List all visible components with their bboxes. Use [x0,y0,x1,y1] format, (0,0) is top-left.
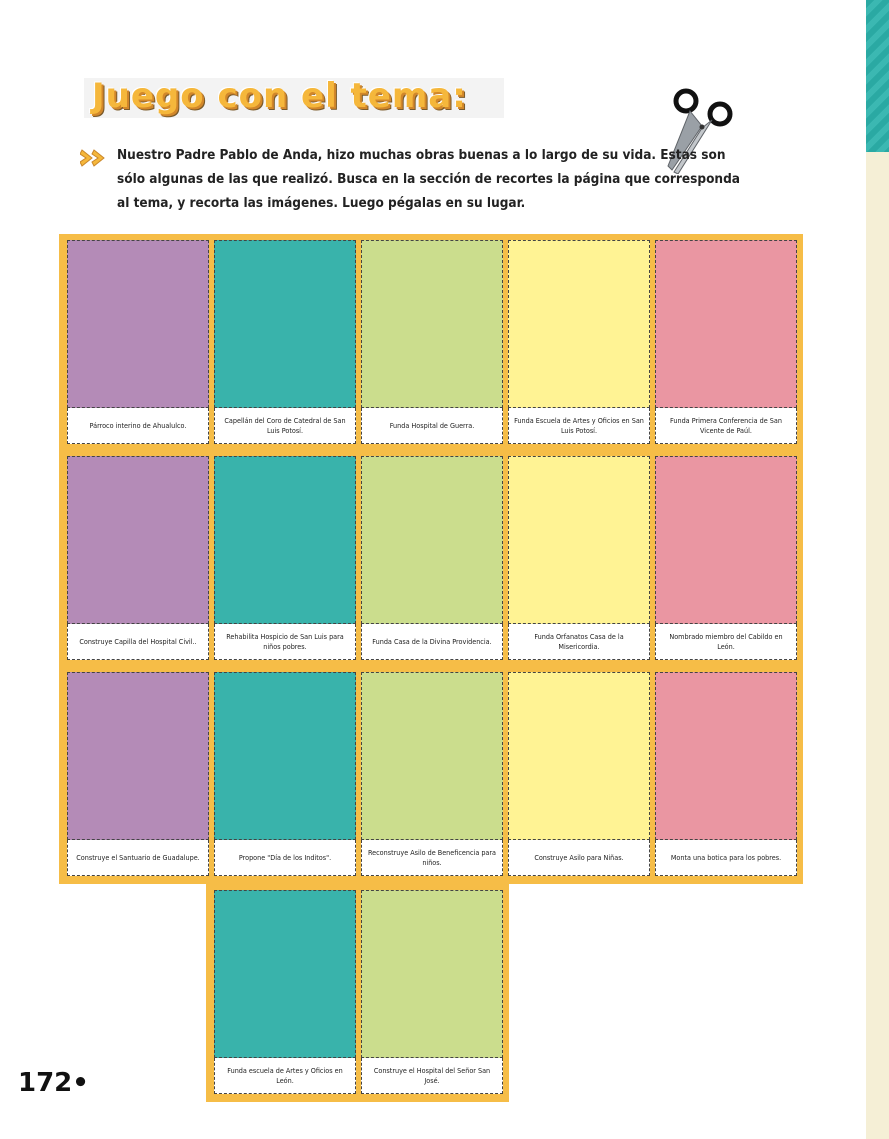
card-caption: Nombrado miembro del Cabildo en León. [655,624,797,660]
card-caption: Funda Primera Conferencia de San Vicente de Paúl. [655,408,797,444]
card-caption: Funda Escuela de Artes y Oficios en San Luis Potosí. [508,408,650,444]
image-placeholder [214,890,356,1058]
card-caption: Funda Hospital de Guerra. [361,408,503,444]
instructions-text [117,143,740,215]
cutout-card [508,456,650,660]
page-number: 172• [18,1068,89,1098]
page-title: Juego con el tema: [92,76,467,116]
image-placeholder [508,456,650,624]
card-caption: Construye el Santuario de Guadalupe. [67,840,209,876]
card-caption: Rehabilita Hospicio de San Luis para niños pobres. [214,624,356,660]
image-placeholder [67,456,209,624]
cutout-card [214,672,356,876]
card-caption: Monta una botica para los pobres. [655,840,797,876]
cutout-card [361,890,503,1094]
cutout-card [361,240,503,444]
image-placeholder [214,456,356,624]
card-caption: Funda Orfanatos Casa de la Misericordia. [508,624,650,660]
image-placeholder [508,240,650,408]
image-placeholder [655,240,797,408]
image-placeholder [655,456,797,624]
card-caption: Funda escuela de Artes y Oficios en León. [214,1058,356,1094]
image-placeholder [67,672,209,840]
instructions-line: sólo algunas de las que realizó. Busca en la sección de recortes la página que corresponda [117,171,740,187]
double-chevron-icon [80,148,108,168]
cutout-card [655,240,797,444]
instructions-line: al tema, y recorta las imágenes. Luego pégalas en su lugar. [117,195,526,211]
image-placeholder [361,672,503,840]
image-placeholder [214,240,356,408]
image-placeholder [655,672,797,840]
cutout-card [361,672,503,876]
cutout-card [655,672,797,876]
image-placeholder [508,672,650,840]
image-placeholder [214,672,356,840]
instructions-line: Nuestro Padre Pablo de Anda, hizo muchas obras buenas a lo largo de su vida. Estas son [117,147,726,163]
card-caption: Construye el Hospital del Señor San José. [361,1058,503,1094]
card-caption: Propone "Día de los Inditos". [214,840,356,876]
image-placeholder [361,456,503,624]
card-caption: Párroco interino de Ahualulco. [67,408,209,444]
cutout-card [214,456,356,660]
cutout-card [67,456,209,660]
cutout-card [67,672,209,876]
image-placeholder [67,240,209,408]
image-placeholder [361,890,503,1058]
cutout-card [508,672,650,876]
cutout-card [214,890,356,1094]
card-caption: Funda Casa de la Divina Providencia. [361,624,503,660]
cutout-card [508,240,650,444]
card-caption: Construye Capilla del Hospital Civil.. [67,624,209,660]
cutout-card [67,240,209,444]
card-caption: Capellán del Coro de Catedral de San Luis Potosí. [214,408,356,444]
cutout-card [214,240,356,444]
side-strip [866,0,889,1139]
image-placeholder [361,240,503,408]
card-caption: Reconstruye Asilo de Beneficencia para niños. [361,840,503,876]
side-strip-accent [866,0,889,152]
card-caption: Construye Asilo para Niñas. [508,840,650,876]
cutout-card [361,456,503,660]
cutout-card [655,456,797,660]
